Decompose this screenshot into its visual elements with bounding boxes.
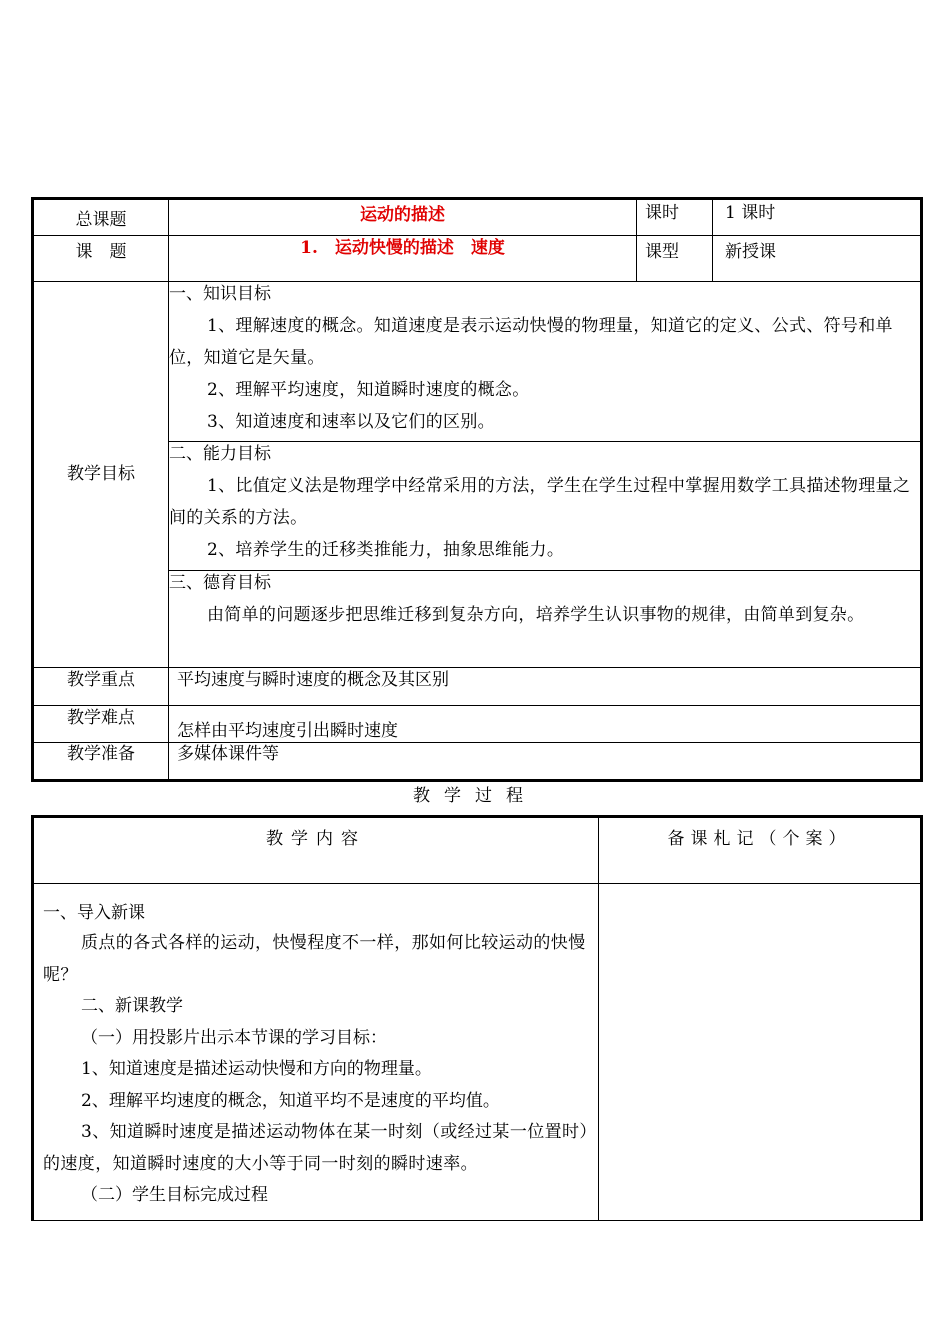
moral-objectives: [169, 571, 922, 668]
total-topic-value: 运动的描述: [169, 199, 637, 236]
type-value: 新授课: [713, 236, 922, 282]
goal-item: 3、知道瞬时速度是描述运动物体在某一时刻（或经过某一位置时）的速度，知道瞬时速度的大小等于同一时刻的瞬时速率。: [43, 1122, 589, 1174]
moral-heading: 三、德育目标: [169, 573, 271, 593]
intro-heading: 一、导入新课: [43, 903, 145, 923]
type-label: 课型: [637, 236, 713, 282]
knowledge-item: 3、知道速度和速率以及它们的区别。: [207, 412, 495, 432]
ability-item: 2、培养学生的迁移类推能力，抽象思维能力。: [207, 540, 565, 560]
knowledge-objectives: [169, 282, 922, 442]
step-two: （二）学生目标完成过程: [81, 1185, 268, 1205]
teaching-process-title: 教学过程: [413, 786, 537, 806]
preparation-label: 教学准备: [33, 743, 169, 781]
key-points-value: 平均速度与瞬时速度的概念及其区别: [169, 668, 922, 706]
new-lesson-heading: 二、新课教学: [81, 996, 183, 1016]
ability-item: 1、比值定义法是物理学中经常采用的方法，学生在学生过程中掌握用数学工具描述物理量之间的关系的方法。: [169, 476, 911, 528]
goal-item: 2、理解平均速度的概念，知道平均不是速度的平均值。: [81, 1090, 500, 1111]
topic-value: 1. 运动快慢的描述 速度: [169, 236, 637, 282]
ability-objectives: [169, 442, 922, 571]
key-points-label: 教学重点: [33, 668, 169, 706]
difficulty-value: 怎样由平均速度引出瞬时速度: [169, 706, 922, 743]
step-one: （一）用投影片出示本节课的学习目标：: [81, 1027, 387, 1048]
difficulty-label: 教学难点: [33, 706, 169, 743]
lesson-info-table: [31, 197, 923, 782]
notes-column-header: 备课札记（个案）: [599, 817, 922, 884]
intro-text: 质点的各式各样的运动，快慢程度不一样，那如何比较运动的快慢呢？: [43, 933, 586, 985]
goal-item: 1、知道速度是描述运动快慢和方向的物理量。: [81, 1059, 432, 1079]
preparation-value: 多媒体课件等: [169, 743, 922, 781]
period-label: 课时: [637, 199, 713, 236]
knowledge-heading: 一、知识目标: [169, 284, 271, 304]
moral-item: 由简单的问题逐步把思维迁移到复杂方向，培养学生认识事物的规律，由简单到复杂。: [207, 605, 865, 625]
topic-label: 课 题: [33, 236, 169, 282]
content-column-header: 教学内容: [33, 817, 599, 884]
teaching-process-table: [31, 815, 923, 1221]
knowledge-item: 1、理解速度的概念。知道速度是表示运动快慢的物理量，知道它的定义、公式、符号和单位，知道它是矢量。: [169, 316, 893, 368]
total-topic-label: 总课题: [33, 199, 169, 236]
objectives-label: 教学目标: [33, 282, 169, 668]
period-value: 1 课时: [713, 199, 922, 236]
teaching-content: [33, 884, 599, 1221]
lesson-notes: [599, 884, 922, 1221]
knowledge-item: 2、理解平均速度，知道瞬时速度的概念。: [207, 380, 530, 400]
ability-heading: 二、能力目标: [169, 444, 271, 464]
